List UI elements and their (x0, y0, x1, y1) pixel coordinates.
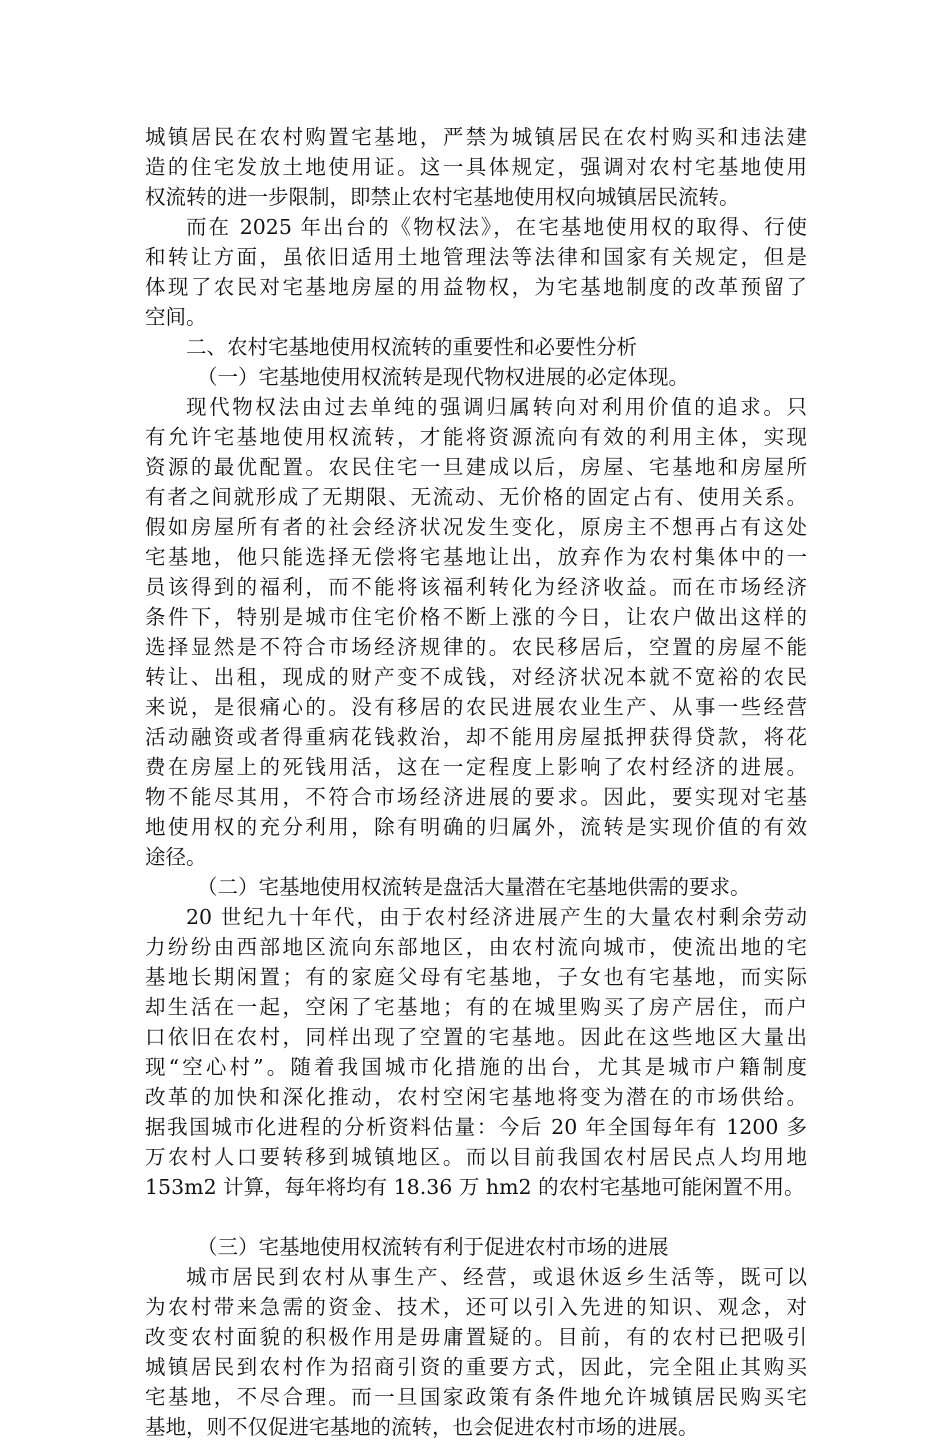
text-line: 造的住宅发放土地使用证。这一具体规定，强调对农村宅基地使用 (145, 155, 807, 179)
text-line: 空间。 (145, 305, 207, 329)
text-line: 城镇居民到农村作为招商引资的重要方式，因此，完全阻止其购买 (145, 1355, 807, 1379)
subsection-heading: （一）宅基地使用权流转是现代物权进展的必定体现。 (197, 365, 689, 389)
text-line: 现代物权法由过去单纯的强调归属转向对利用价值的追求。只 (186, 395, 807, 419)
paragraph (145, 212, 807, 332)
text-line: 现“空心村”。随着我国城市化措施的出台，尤其是城市户籍制度 (145, 1055, 807, 1079)
paragraph (145, 122, 807, 212)
text-line: 改变农村面貌的积极作用是毋庸置疑的。目前，有的农村已把吸引 (145, 1325, 807, 1349)
text-line: 而在 2025 年出台的《物权法》，在宅基地使用权的取得、行使 (186, 215, 807, 239)
text-line: 和转让方面，虽依旧适用土地管理法等法律和国家有关规定，但是 (145, 245, 807, 269)
text-line: 口依旧在农村，同样出现了空置的宅基地。因此在这些地区大量出 (145, 1025, 807, 1049)
text-line: 为农村带来急需的资金、技术，还可以引入先进的知识、观念，对 (145, 1295, 807, 1319)
text-line: 体现了农民对宅基地房屋的用益物权，为宅基地制度的改革预留了 (145, 275, 807, 299)
text-line: 城市居民到农村从事生产、经营，或退休返乡生活等，既可以 (186, 1265, 807, 1289)
text-line: 万农村人口要转移到城镇地区。而以目前我国农村居民点人均用地 (145, 1145, 807, 1169)
text-line: 假如房屋所有者的社会经济状况发生变化，原房主不想再占有这处 (145, 515, 807, 539)
text-line: 地使用权的充分利用，除有明确的归属外，流转是实现价值的有效 (145, 815, 807, 839)
blank-line (145, 1202, 807, 1232)
text-line: 基地，则不仅促进宅基地的流转，也会促进农村市场的进展。 (145, 1415, 699, 1439)
text-line: 改革的加快和深化推动，农村空闲宅基地将变为潜在的市场供给。 (145, 1085, 807, 1109)
text-line: 153m2 计算，每年将均有 18.36 万 hm2 的农村宅基地可能闲置不用。 (145, 1175, 805, 1199)
text-line: 来说，是很痛心的。没有移居的农民进展农业生产、从事一些经营 (145, 695, 807, 719)
document-body (145, 122, 807, 1442)
text-line: 途径。 (145, 845, 207, 869)
text-line: 员该得到的福利，而不能将该福利转化为经济收益。而在市场经济 (145, 575, 807, 599)
paragraph (145, 392, 807, 872)
text-line: 20 世纪九十年代，由于农村经济进展产生的大量农村剩余劳动 (186, 905, 807, 929)
text-line: 据我国城市化进程的分析资料估量：今后 20 年全国每年有 1200 多 (145, 1115, 807, 1139)
text-line: 却生活在一起，空闲了宅基地；有的在城里购买了房产居住，而户 (145, 995, 807, 1019)
text-line: 基地长期闲置；有的家庭父母有宅基地，子女也有宅基地，而实际 (145, 965, 807, 989)
text-line: 物不能尽其用，不符合市场经济进展的要求。因此，要实现对宅基 (145, 785, 807, 809)
section-heading: 二、农村宅基地使用权流转的重要性和必要性分析 (186, 335, 637, 359)
text-line: 条件下，特别是城市住宅价格不断上涨的今日，让农户做出这样的 (145, 605, 807, 629)
text-line: 活动融资或者得重病花钱救治，却不能用房屋抵押获得贷款，将花 (145, 725, 807, 749)
text-line: 城镇居民在农村购置宅基地，严禁为城镇居民在农村购买和违法建 (145, 125, 807, 149)
paragraph (145, 902, 807, 1202)
text-line: 宅基地，他只能选择无偿将宅基地让出，放弃作为农村集体中的一 (145, 545, 807, 569)
text-line: 转让、出租，现成的财产变不成钱，对经济状况本就不宽裕的农民 (145, 665, 807, 689)
subsection-heading: （三）宅基地使用权流转有利于促进农村市场的进展 (197, 1235, 669, 1259)
text-line: 力纷纷由西部地区流向东部地区，由农村流向城市，使流出地的宅 (145, 935, 807, 959)
text-line: 选择显然是不符合市场经济规律的。农民移居后，空置的房屋不能 (145, 635, 807, 659)
text-line: 费在房屋上的死钱用活，这在一定程度上影响了农村经济的进展。 (145, 755, 807, 779)
subsection-heading: （二）宅基地使用权流转是盘活大量潜在宅基地供需的要求。 (197, 875, 751, 899)
text-line: 权流转的进一步限制，即禁止农村宅基地使用权向城镇居民流转。 (145, 185, 740, 209)
text-line: 宅基地，不尽合理。而一旦国家政策有条件地允许城镇居民购买宅 (145, 1385, 807, 1409)
paragraph (145, 1262, 807, 1442)
text-line: 有者之间就形成了无期限、无流动、无价格的固定占有、使用关系。 (145, 485, 807, 509)
text-line: 资源的最优配置。农民住宅一旦建成以后，房屋、宅基地和房屋所 (145, 455, 807, 479)
text-line: 有允许宅基地使用权流转，才能将资源流向有效的利用主体，实现 (145, 425, 807, 449)
